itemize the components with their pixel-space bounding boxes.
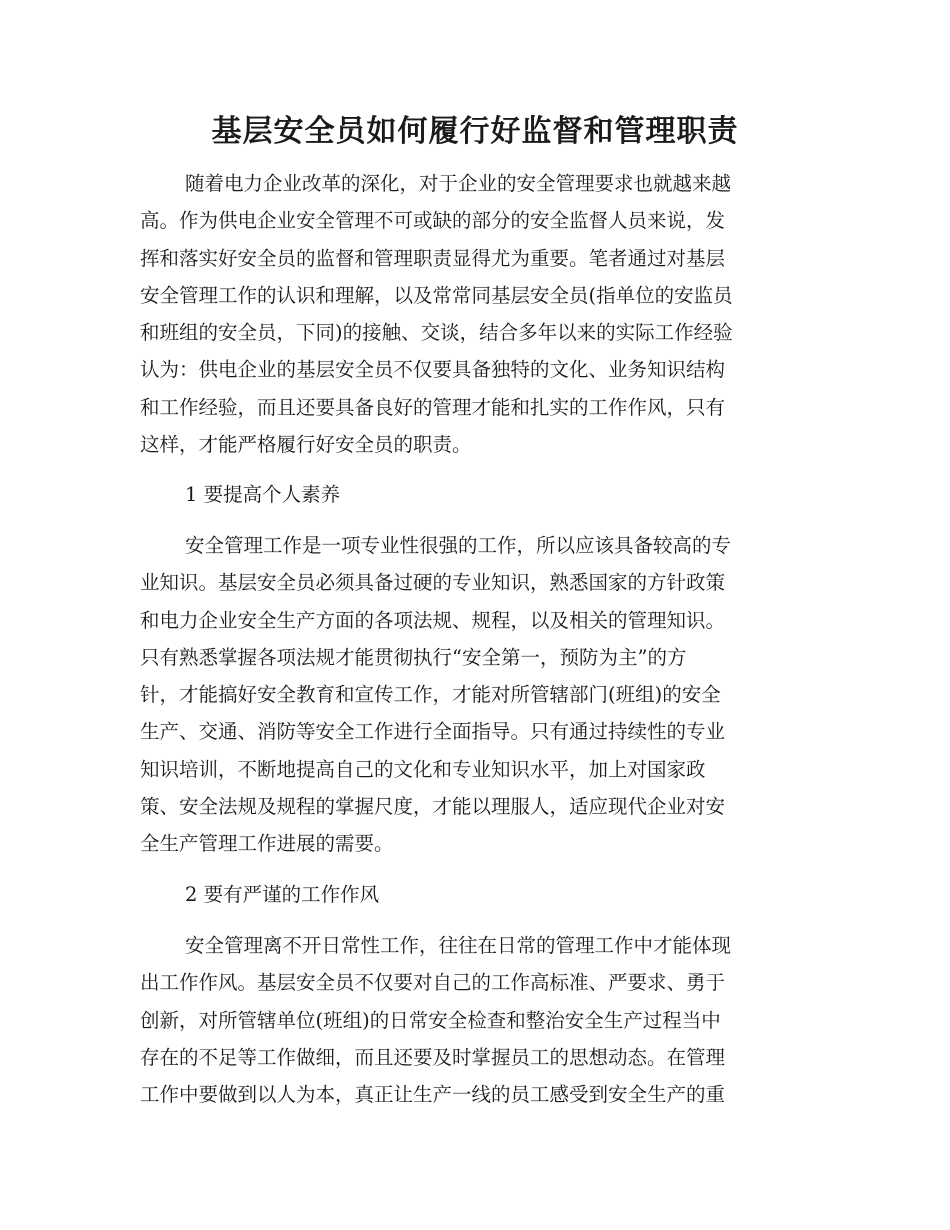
- intro-line: 和工作经验，而且还要具备良好的管理才能和扎实的工作作风，只有: [140, 395, 726, 419]
- section-heading-2: [140, 876, 800, 913]
- section-1-line: 生产、交通、消防等安全工作进行全面指导。只有通过持续性的专业: [140, 720, 726, 744]
- section-2-line: 出工作作风。基层安全员不仅要对自己的工作高标准、严要求、勇于: [140, 971, 726, 995]
- document-title: 基层安全员如何履行好监督和管理职责: [211, 114, 739, 149]
- section-1-line: 只有熟悉掌握各项法规才能贯彻执行“安全第一，预防为主”的方: [140, 645, 687, 669]
- intro-line: 这样，才能严格履行好安全员的职责。: [140, 433, 472, 457]
- section-2-line: 创新，对所管辖单位(班组)的日常安全检查和整治安全生产过程当中: [140, 1008, 721, 1032]
- intro-paragraph: [140, 165, 800, 463]
- section-1-line: 和电力企业安全生产方面的各项法规、规程，以及相关的管理知识。: [140, 608, 726, 632]
- intro-line: 安全管理工作的认识和理解，以及常常同基层安全员(指单位的安监员: [140, 283, 733, 307]
- section-1-line: 业知识。基层安全员必须具备过硬的专业知识，熟悉国家的方针政策: [140, 571, 726, 595]
- section-heading-1: [140, 476, 800, 513]
- intro-line: 和班组的安全员，下同)的接触、交谈，结合多年以来的实际工作经验: [140, 321, 733, 345]
- section-2-line: 工作中要做到以人为本，真正让生产一线的员工感受到安全生产的重: [140, 1083, 726, 1107]
- section-1-line: 全生产管理工作进展的需要。: [140, 832, 394, 856]
- intro-line: 认为：供电企业的基层安全员不仅要具备独特的文化、业务知识结构: [140, 358, 726, 382]
- intro-line: 挥和落实好安全员的监督和管理职责显得尤为重要。笔者通过对基层: [140, 246, 726, 270]
- section-2-paragraph: [140, 927, 800, 1113]
- section-1-line: 知识培训，不断地提高自己的文化和专业知识水平，加上对国家政: [140, 757, 706, 781]
- section-heading-text: 1 要提高个人素养: [185, 483, 341, 506]
- section-1-line: 针，才能搞好安全教育和宣传工作，才能对所管辖部门(班组)的安全: [140, 683, 721, 707]
- section-2-line: 存在的不足等工作做细，而且还要及时掌握员工的思想动态。在管理: [140, 1045, 726, 1069]
- section-1-line: 策、安全法规及规程的掌握尺度，才能以理服人，适应现代企业对安: [140, 795, 726, 819]
- section-1-paragraph: [140, 527, 800, 863]
- intro-line: 随着电力企业改革的深化，对于企业的安全管理要求也就越来越: [185, 172, 732, 195]
- section-2-line: 安全管理离不开日常性工作，往往在日常的管理工作中才能体现: [185, 934, 732, 957]
- section-heading-text: 2 要有严谨的工作作风: [185, 883, 380, 906]
- intro-line: 高。作为供电企业安全管理不可或缺的部分的安全监督人员来说，发: [140, 209, 726, 233]
- section-1-line: 安全管理工作是一项专业性很强的工作，所以应该具备较高的专: [185, 534, 732, 557]
